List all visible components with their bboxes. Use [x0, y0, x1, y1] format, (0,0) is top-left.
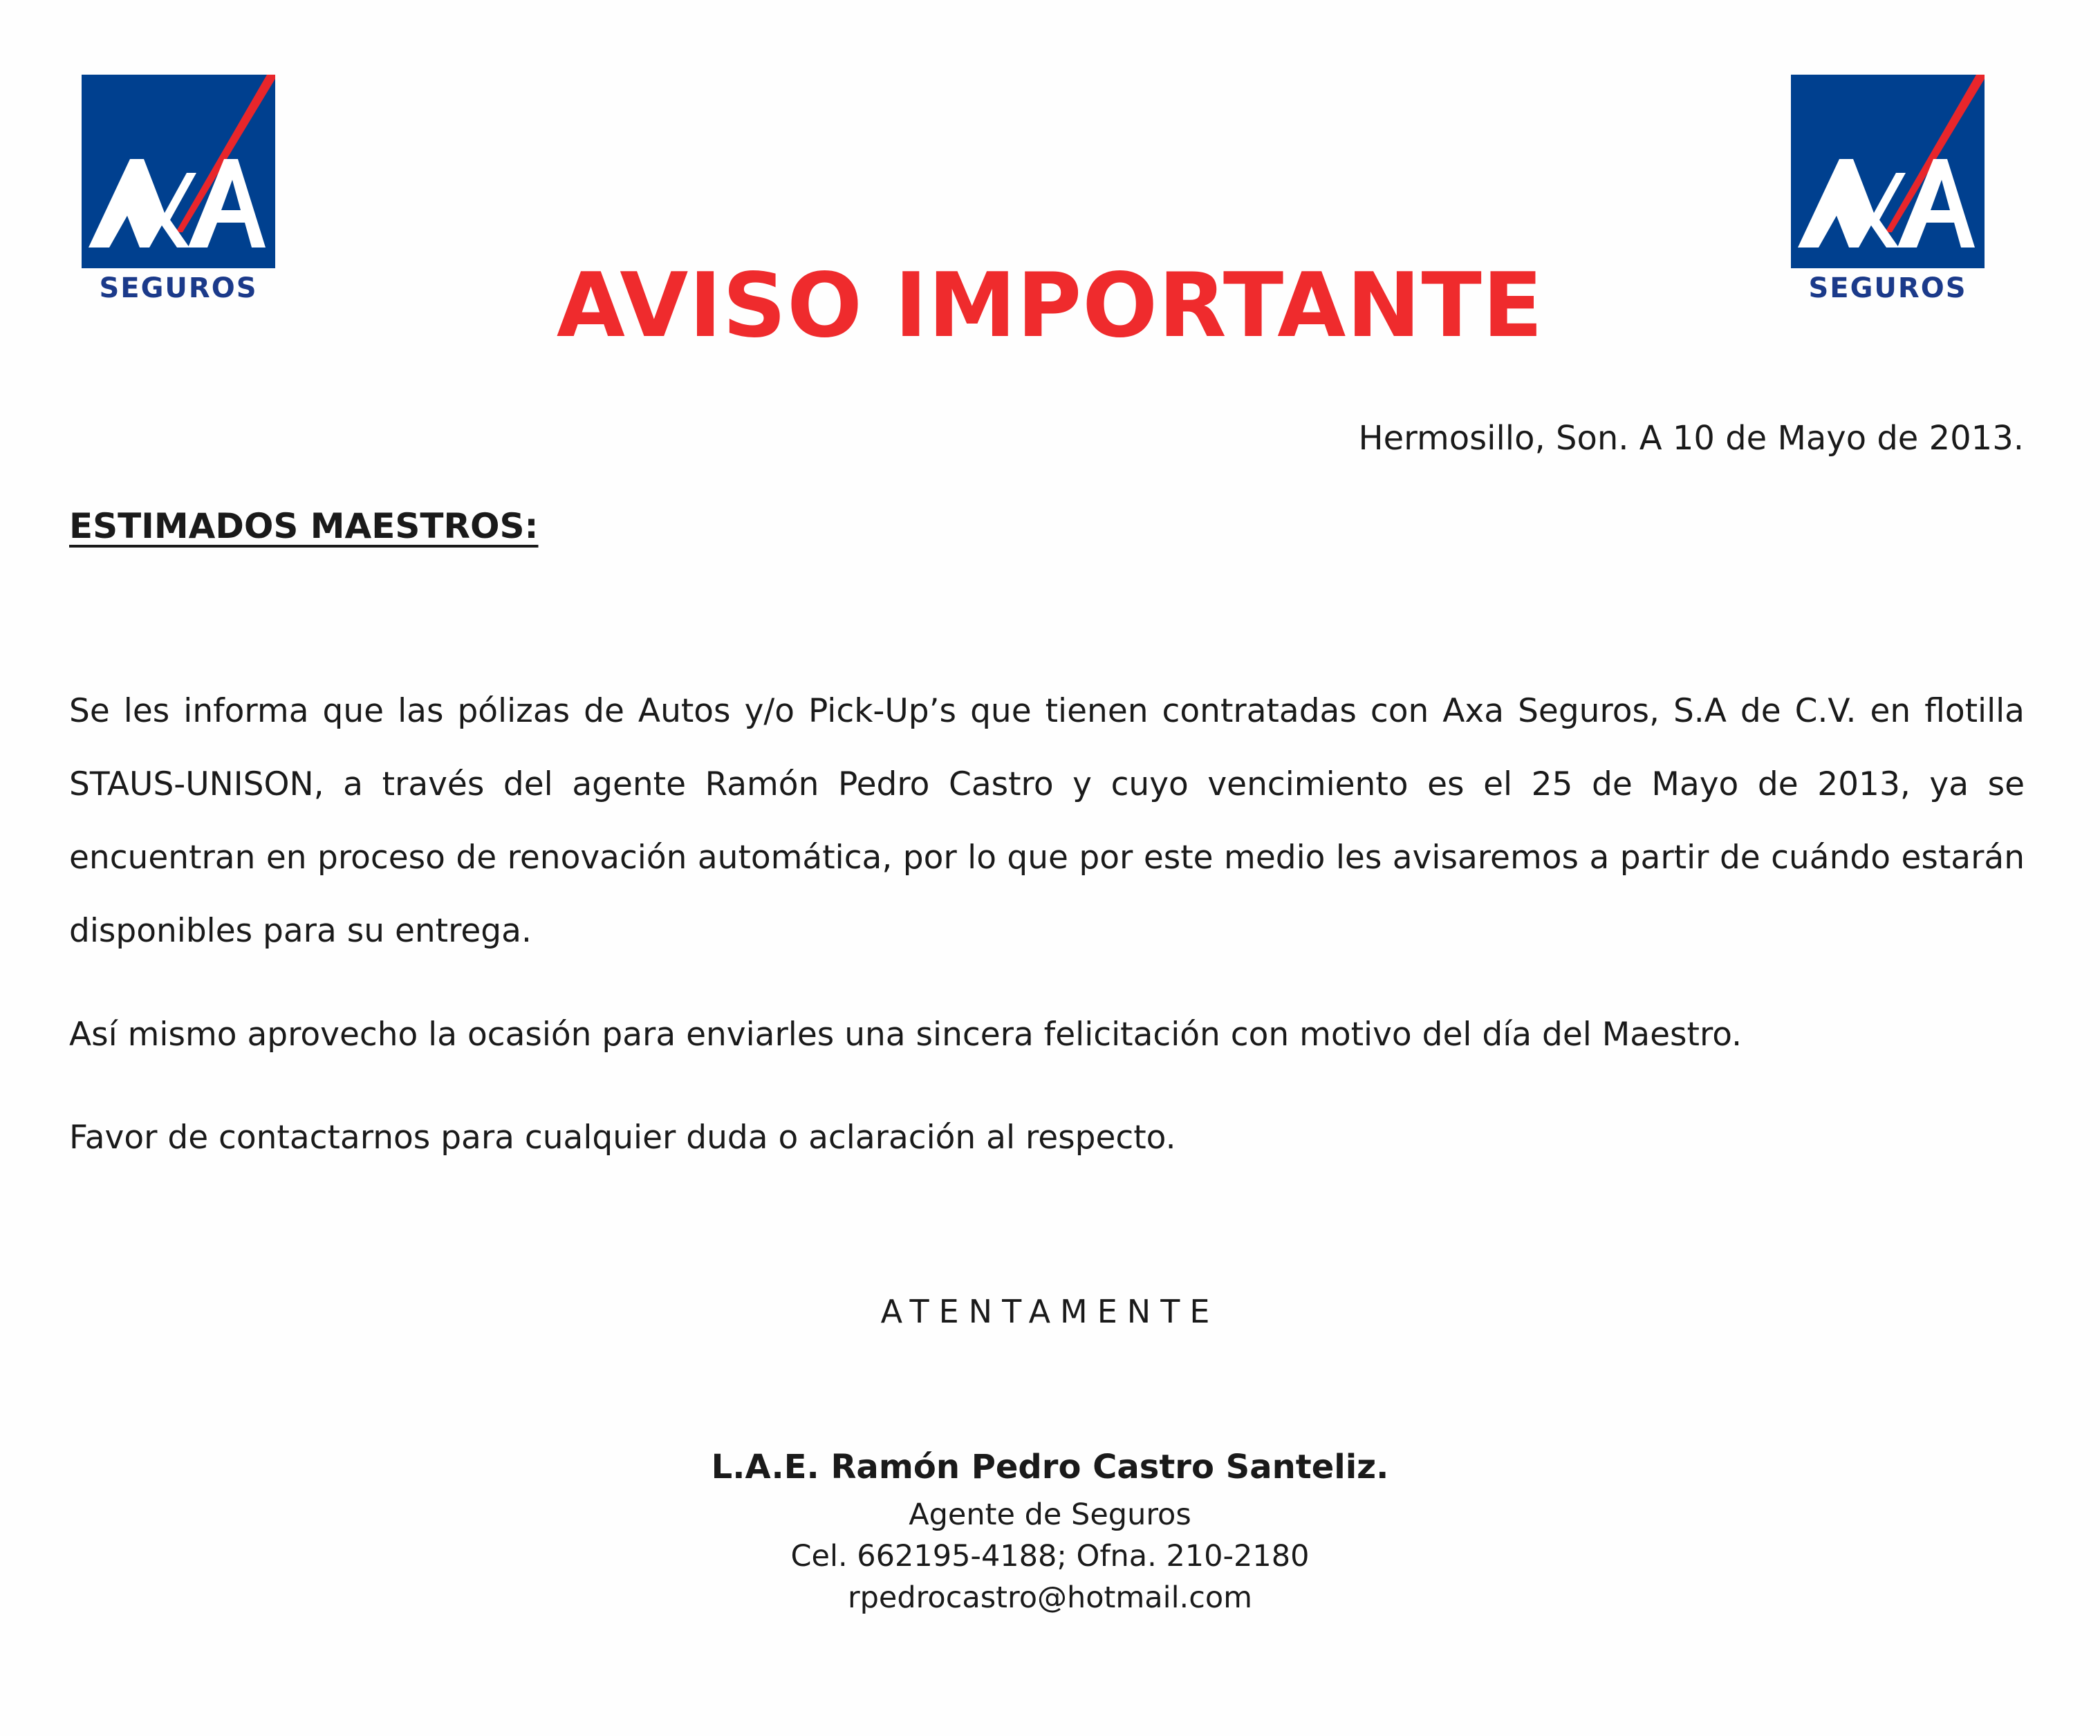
logo-subtitle-left: SEGUROS — [99, 272, 258, 304]
signature-email: rpedrocastro@hotmail.com — [847, 1580, 1253, 1615]
axa-logo-mark-icon — [1791, 75, 1985, 268]
paragraph-greeting: Así mismo aprovecho la ocasión para enviarles una sincera felicitación con motivo del día del Maestro. — [69, 1016, 1743, 1054]
salutation: ESTIMADOS MAESTROS: — [69, 506, 539, 546]
signature-name: L.A.E. Ramón Pedro Castro Santeliz. — [711, 1448, 1389, 1486]
paragraph-contact: Favor de contactarnos para cualquier duda o aclaración al respecto. — [69, 1119, 1176, 1157]
paragraph-renewal-notice: Se les informa que las pólizas de Autos y/o Pick-Up’s que tienen contratadas con Axa Seguros, S.A de C.V. en flotilla STAUS-UNISON, a través del agente Ramón Pedro Castro y cuyo vencimiento es el 25 de Mayo de 2013, ya se encuentran en proceso de renovación automática, por lo que por este medio les avisaremos a partir de cuándo estarán disponibles para su entrega. — [69, 692, 2025, 950]
date-line: Hermosillo, Son. A 10 de Mayo de 2013. — [1358, 419, 2024, 458]
notice-title: AVISO IMPORTANTE — [556, 254, 1544, 357]
closing: ATENTAMENTE — [880, 1293, 1220, 1330]
signature-role: Agente de Seguros — [909, 1497, 1191, 1532]
signature-phone: Cel. 662195-4188; Ofna. 210-2180 — [790, 1539, 1310, 1574]
axa-logo-mark-icon — [82, 75, 275, 268]
logo-subtitle-right: SEGUROS — [1808, 272, 1967, 304]
